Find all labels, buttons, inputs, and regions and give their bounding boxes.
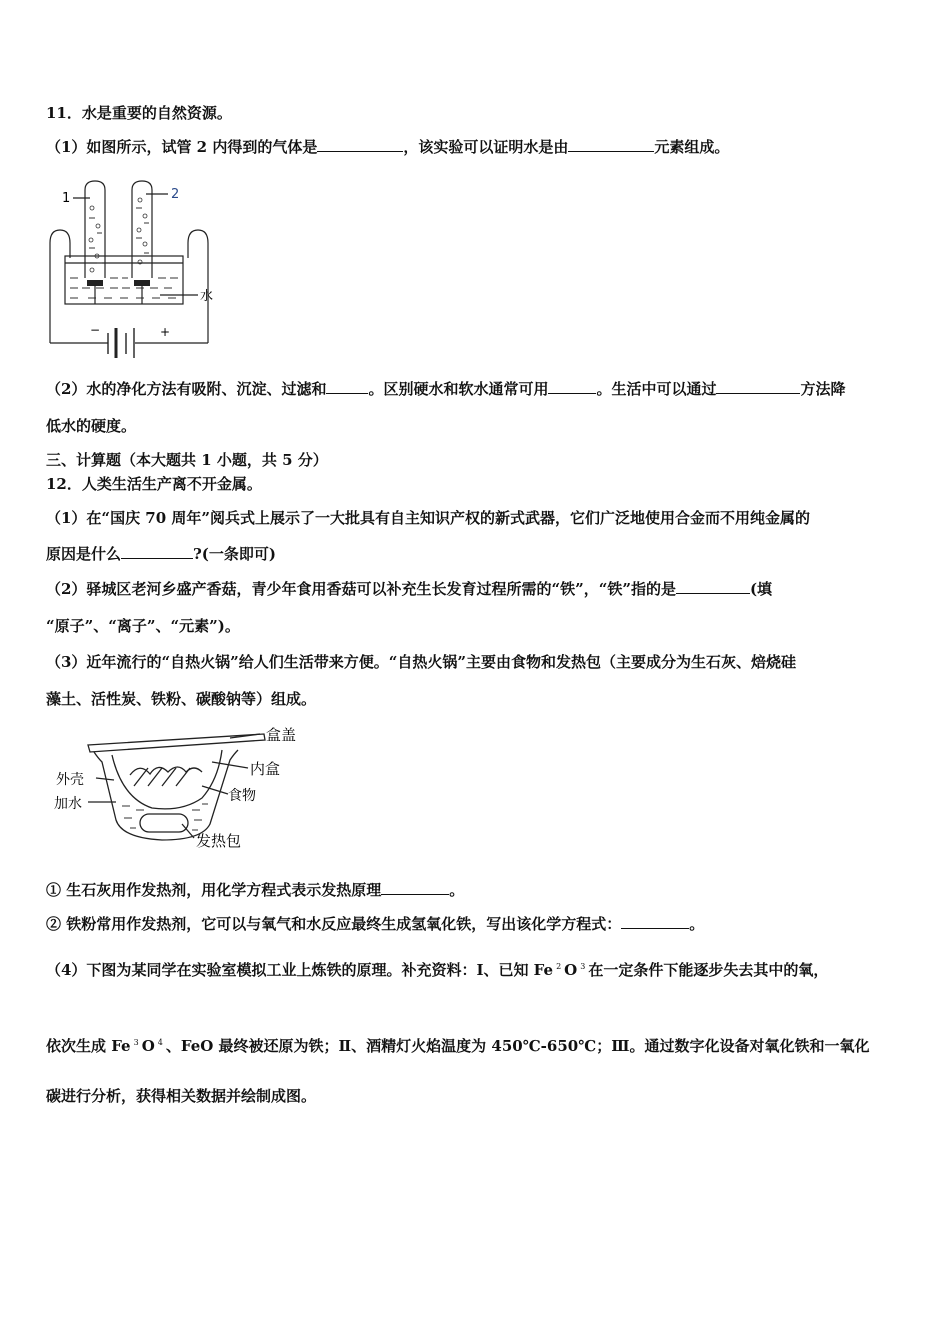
- hotpot-figure: [52, 720, 312, 860]
- q12-title: 12．人类生活生产离不开金属。: [46, 475, 262, 493]
- answer-blank[interactable]: [121, 544, 193, 559]
- q12-c2-text-a: ② 铁粉常用作发热剂，它可以与氧气和水反应最终生成氢氧化铁，写出该化学方程式：: [46, 915, 622, 933]
- q11-p2-text-a: （2）水的净化方法有吸附、沉淀、过滤和: [46, 380, 327, 398]
- answer-blank[interactable]: [326, 379, 368, 394]
- q12-p4-text-a: （4）下图为某同学在实验室模拟工业上炼铁的原理。补充资料：I、已知 Fe: [46, 961, 554, 979]
- q12-part4-cont: [46, 1036, 869, 1059]
- q12-part1: （1）在“国庆 70 周年”阅兵式上展示了一大批具有自主知识产权的新式武器，它们广泛地使用合金而不用纯金属的: [46, 509, 811, 527]
- subscript: 4: [157, 1038, 163, 1047]
- q12-part4: [46, 960, 828, 983]
- q12-p5-text-a: 依次生成 Fe: [46, 1037, 131, 1055]
- plus-label: +: [160, 325, 171, 339]
- q12-part2-cont: “原子”、“离子”、“元素”)。: [46, 617, 240, 635]
- subscript: 3: [580, 962, 586, 971]
- answer-blank[interactable]: [381, 880, 449, 895]
- q12-part4-end: 碳进行分析，获得相关数据并绘制成图。: [46, 1087, 317, 1105]
- q11-p1-text-b: ，该实验可以证明水是由: [403, 138, 569, 156]
- q12-circle1: [46, 880, 464, 900]
- answer-blank[interactable]: [621, 914, 689, 929]
- q11-p1-text-a: （1）如图所示，试管 2 内得到的气体是: [46, 138, 318, 156]
- q12-p2-text-a: （2）驿城区老河乡盛产香菇，青少年食用香菇可以补充生长发育过程所需的“铁”，“铁”指的是: [46, 580, 676, 598]
- minus-label: −: [90, 323, 101, 337]
- q12-p5-text-b: 、FeO 最终被还原为铁；Ⅱ、酒精灯火焰温度为 450℃-650℃；Ⅲ。通过数字化设备对氧化铁和一氧化: [165, 1037, 870, 1055]
- q11-title: 11．水是重要的自然资源。: [46, 104, 232, 122]
- answer-blank[interactable]: [548, 379, 596, 394]
- outer-shell-label: 外壳: [56, 772, 84, 788]
- q12-part3: （3）近年流行的“自热火锅”给人们生活带来方便。“自热火锅”主要由食物和发热包（主要成分为生石灰、焙烧硅: [46, 653, 796, 671]
- answer-blank[interactable]: [317, 137, 403, 152]
- q12-p1-text-c: ?(一条即可): [193, 545, 276, 563]
- electrolysis-figure: [40, 178, 230, 363]
- q11-part2-cont: 低水的硬度。: [46, 417, 137, 435]
- answer-blank[interactable]: [716, 379, 800, 394]
- formula-o: O: [141, 1037, 155, 1055]
- answer-blank[interactable]: [568, 137, 654, 152]
- q12-c1-text-a: ① 生石灰用作发热剂，用化学方程式表示发热原理: [46, 881, 382, 899]
- q11-p2-text-b: 。区别硬水和软水通常可用: [368, 380, 549, 398]
- q12-c1-text-b: 。: [449, 881, 465, 899]
- heating-pack-label: 发热包: [196, 832, 242, 850]
- q11-part2: [46, 379, 846, 399]
- section-heading: 三、计算题（本大题共 1 小题，共 5 分）: [46, 451, 328, 469]
- subscript: 2: [556, 962, 562, 971]
- food-label: 食物: [228, 788, 256, 804]
- water-label: 水: [200, 289, 214, 304]
- tube-2-label: 2: [171, 187, 180, 202]
- subscript: 3: [133, 1038, 139, 1047]
- q12-p1-text-b: 原因是什么: [46, 545, 122, 563]
- answer-blank[interactable]: [676, 579, 750, 594]
- add-water-label: 加水: [54, 796, 82, 812]
- tube-1-label: 1: [62, 191, 71, 206]
- q12-part2: [46, 579, 772, 599]
- q12-circle2: [46, 914, 704, 934]
- inner-box-label: 内盒: [250, 760, 281, 778]
- q12-p4-text-b: 在一定条件下能逐步失去其中的氧，: [588, 961, 829, 979]
- q12-p2-text-b: (填: [749, 580, 773, 598]
- q12-part1-cont: [46, 544, 276, 564]
- q11-part1: [46, 137, 729, 157]
- formula-o: O: [564, 961, 578, 979]
- lid-label: 盒盖: [266, 726, 297, 744]
- q11-p1-text-c: 元素组成。: [654, 138, 730, 156]
- q12-c2-text-b: 。: [689, 915, 705, 933]
- q11-p2-text-d: 方法降: [800, 380, 846, 398]
- q11-p2-text-c: 。生活中可以通过: [596, 380, 717, 398]
- q12-part3-cont: 藻土、活性炭、铁粉、碳酸钠等）组成。: [46, 690, 317, 708]
